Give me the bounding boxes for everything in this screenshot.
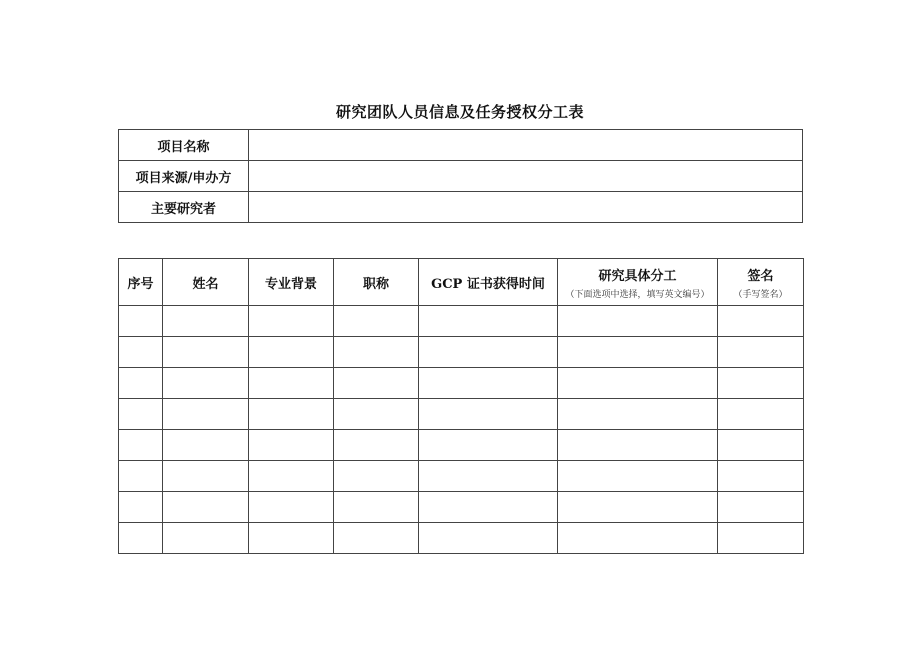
table-row	[119, 523, 804, 554]
header-title: 职称	[334, 259, 419, 306]
header-signature-note: （手写签名）	[733, 289, 788, 300]
table-row	[119, 430, 804, 461]
project-name-field[interactable]	[249, 130, 803, 161]
name-cell[interactable]	[163, 523, 249, 554]
header-division-label: 研究具体分工	[598, 268, 677, 284]
header-index: 序号	[119, 259, 163, 306]
info-row-project-source	[119, 161, 803, 192]
table-row	[119, 368, 804, 399]
title-cell[interactable]	[334, 461, 419, 492]
signature-cell[interactable]	[718, 337, 804, 368]
gcp-date-cell[interactable]	[419, 399, 558, 430]
principal-investigator-field[interactable]	[249, 192, 803, 223]
division-cell[interactable]	[558, 523, 718, 554]
division-cell[interactable]	[558, 306, 718, 337]
signature-cell[interactable]	[718, 461, 804, 492]
index-cell[interactable]	[119, 337, 163, 368]
project-name-label: 项目名称	[119, 130, 249, 161]
signature-cell[interactable]	[718, 368, 804, 399]
title-cell[interactable]	[334, 430, 419, 461]
name-cell[interactable]	[163, 337, 249, 368]
signature-cell[interactable]	[718, 523, 804, 554]
title-cell[interactable]	[334, 368, 419, 399]
major-cell[interactable]	[249, 337, 334, 368]
major-cell[interactable]	[249, 430, 334, 461]
division-cell[interactable]	[558, 492, 718, 523]
major-cell[interactable]	[249, 492, 334, 523]
major-cell[interactable]	[249, 461, 334, 492]
gcp-date-cell[interactable]	[419, 368, 558, 399]
index-cell[interactable]	[119, 399, 163, 430]
header-division-note: （下面选项中选择，填写英文编号）	[565, 289, 710, 300]
roster-body	[119, 306, 804, 554]
header-division	[558, 259, 718, 306]
info-row-project-name	[119, 130, 803, 161]
table-row	[119, 337, 804, 368]
title-cell[interactable]	[334, 523, 419, 554]
major-cell[interactable]	[249, 523, 334, 554]
name-cell[interactable]	[163, 306, 249, 337]
division-cell[interactable]	[558, 430, 718, 461]
table-row	[119, 492, 804, 523]
name-cell[interactable]	[163, 430, 249, 461]
info-row-principal-investigator	[119, 192, 803, 223]
index-cell[interactable]	[119, 461, 163, 492]
division-cell[interactable]	[558, 399, 718, 430]
principal-investigator-label: 主要研究者	[119, 192, 249, 223]
header-name: 姓名	[163, 259, 249, 306]
signature-cell[interactable]	[718, 399, 804, 430]
name-cell[interactable]	[163, 399, 249, 430]
title-cell[interactable]	[334, 337, 419, 368]
title-cell[interactable]	[334, 492, 419, 523]
title-cell[interactable]	[334, 306, 419, 337]
table-row	[119, 461, 804, 492]
name-cell[interactable]	[163, 368, 249, 399]
division-cell[interactable]	[558, 461, 718, 492]
gcp-date-cell[interactable]	[419, 523, 558, 554]
signature-cell[interactable]	[718, 306, 804, 337]
project-source-label: 项目来源/申办方	[119, 161, 249, 192]
page-title: 研究团队人员信息及任务授权分工表	[335, 103, 584, 121]
major-cell[interactable]	[249, 399, 334, 430]
table-row	[119, 399, 804, 430]
name-cell[interactable]	[163, 461, 249, 492]
name-cell[interactable]	[163, 492, 249, 523]
gcp-date-cell[interactable]	[419, 461, 558, 492]
index-cell[interactable]	[119, 368, 163, 399]
division-cell[interactable]	[558, 337, 718, 368]
index-cell[interactable]	[119, 492, 163, 523]
signature-cell[interactable]	[718, 430, 804, 461]
gcp-date-cell[interactable]	[419, 337, 558, 368]
major-cell[interactable]	[249, 306, 334, 337]
index-cell[interactable]	[119, 523, 163, 554]
roster-header-row	[119, 259, 804, 306]
division-cell[interactable]	[558, 368, 718, 399]
team-roster-table	[118, 258, 804, 554]
title-cell[interactable]	[334, 399, 419, 430]
header-major: 专业背景	[249, 259, 334, 306]
project-info-table	[118, 129, 803, 223]
index-cell[interactable]	[119, 430, 163, 461]
header-gcp-date: GCP 证书获得时间	[419, 259, 558, 306]
gcp-date-cell[interactable]	[419, 306, 558, 337]
signature-cell[interactable]	[718, 492, 804, 523]
gcp-date-cell[interactable]	[419, 430, 558, 461]
major-cell[interactable]	[249, 368, 334, 399]
gcp-date-cell[interactable]	[419, 492, 558, 523]
index-cell[interactable]	[119, 306, 163, 337]
header-signature	[718, 259, 804, 306]
table-row	[119, 306, 804, 337]
project-source-field[interactable]	[249, 161, 803, 192]
header-signature-label: 签名	[747, 268, 774, 284]
